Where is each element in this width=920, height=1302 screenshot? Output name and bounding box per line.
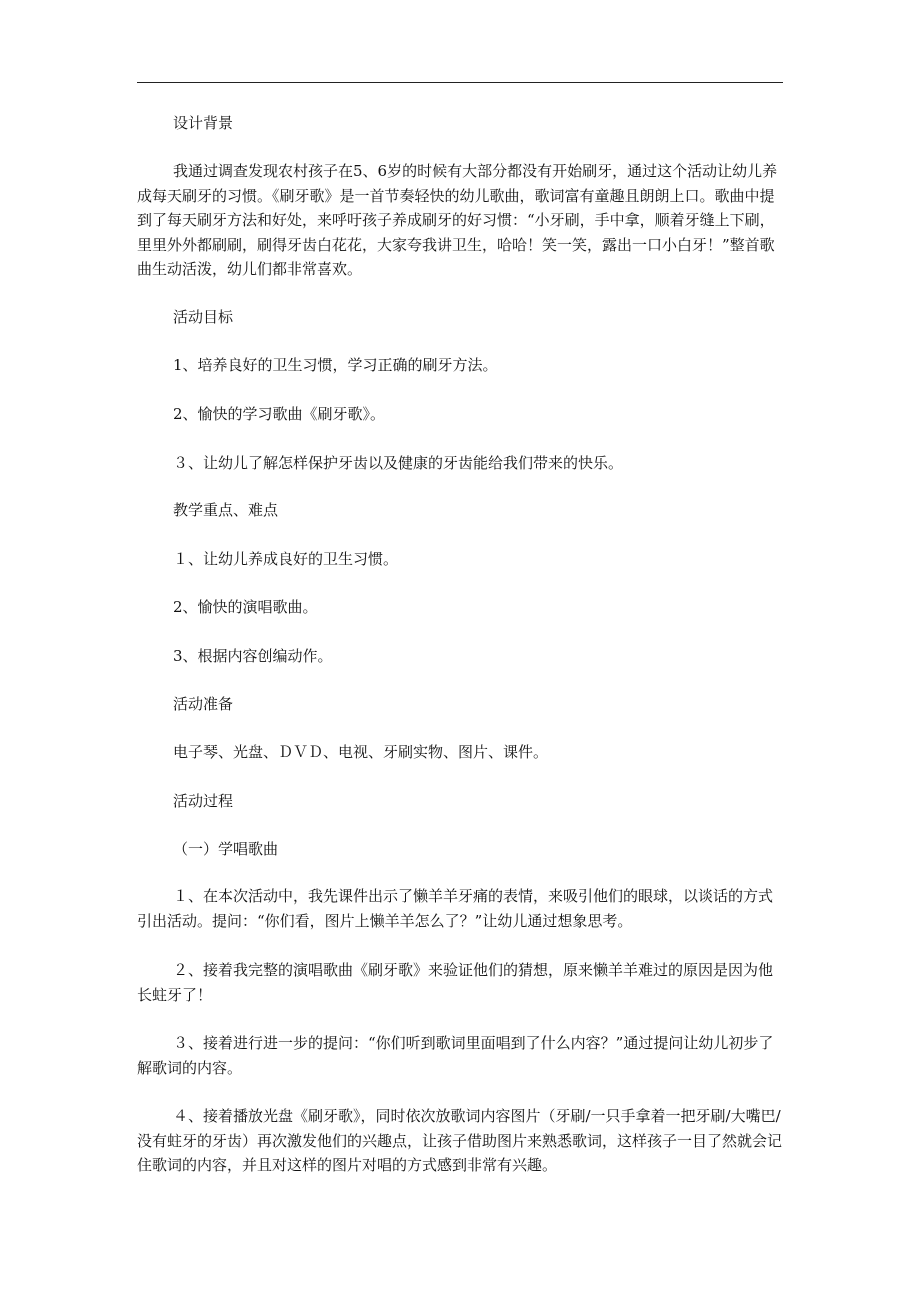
- paragraph-background: 我通过调查发现农村孩子在5、6岁的时候有大部分都没有开始刷牙，通过这个活动让幼儿养成每天刷牙的习惯。《刷牙歌》是一首节奏轻快的幼儿歌曲，歌词富有童趣且朗朗上口。歌曲中提到了每天刷牙方法和好处，来呼吁孩子养成刷牙的好习惯：“小牙刷，手中拿，顺着牙缝上下刷，里里外外都刷刷，刷得牙齿白花花，大家夸我讲卫生，哈哈！笑一笑，露出一口小白牙！”整首歌曲生动活泼，幼儿们都非常喜欢。: [137, 162, 778, 278]
- goal-item-3: ３、让幼儿了解怎样保护牙齿以及健康的牙齿能给我们带来的快乐。: [173, 454, 624, 472]
- process-step-2: ２、接着我完整的演唱歌曲《刷牙歌》来验证他们的猜想，原来懒羊羊难过的原因是因为他长蛀牙了！: [137, 961, 774, 1004]
- process-step-3: ３、接着进行进一步的提问：“你们听到歌词里面唱到了什么内容？”通过提问让幼儿初步了解歌词的内容。: [137, 1034, 774, 1077]
- key-item-1: １、让幼儿养成良好的卫生习惯。: [173, 550, 399, 568]
- heading-key-points: 教学重点、难点: [173, 501, 279, 519]
- subheading-learn-song: （一）学唱歌曲: [173, 840, 279, 858]
- heading-preparation: 活动准备: [173, 695, 234, 713]
- process-step-1: １、在本次活动中，我先课件出示了懒羊羊牙痛的表情，来吸引他们的眼球，以谈话的方式引出活动。提问：“你们看，图片上懒羊羊怎么了？”让幼儿通过想象思考。: [137, 887, 774, 930]
- process-step-4: ４、接着播放光盘《刷牙歌》，同时依次放歌词内容图片（牙刷/一只手拿着一把牙刷/大嘴巴/没有蛀牙的牙齿）再次激发他们的兴趣点，让孩子借助图片来熟悉歌词，这样孩子一目了然就会记住歌词的内容，并且对这样的图片对唱的方式感到非常有兴趣。: [137, 1107, 783, 1174]
- goal-item-1: 1、培养良好的卫生习惯，学习正确的刷牙方法。: [173, 356, 498, 374]
- goal-item-2: 2、愉快的学习歌曲《刷牙歌》。: [173, 405, 386, 423]
- header-rule: [137, 82, 783, 83]
- key-item-3: 3、根据内容创编动作。: [173, 647, 333, 665]
- heading-goals: 活动目标: [173, 308, 234, 326]
- paragraph-preparation: 电子琴、光盘、ＤＶＤ、电视、牙刷实物、图片、课件。: [173, 743, 549, 761]
- key-item-2: 2、愉快的演唱歌曲。: [173, 598, 318, 616]
- heading-background: 设计背景: [173, 114, 234, 132]
- heading-process: 活动过程: [173, 792, 234, 810]
